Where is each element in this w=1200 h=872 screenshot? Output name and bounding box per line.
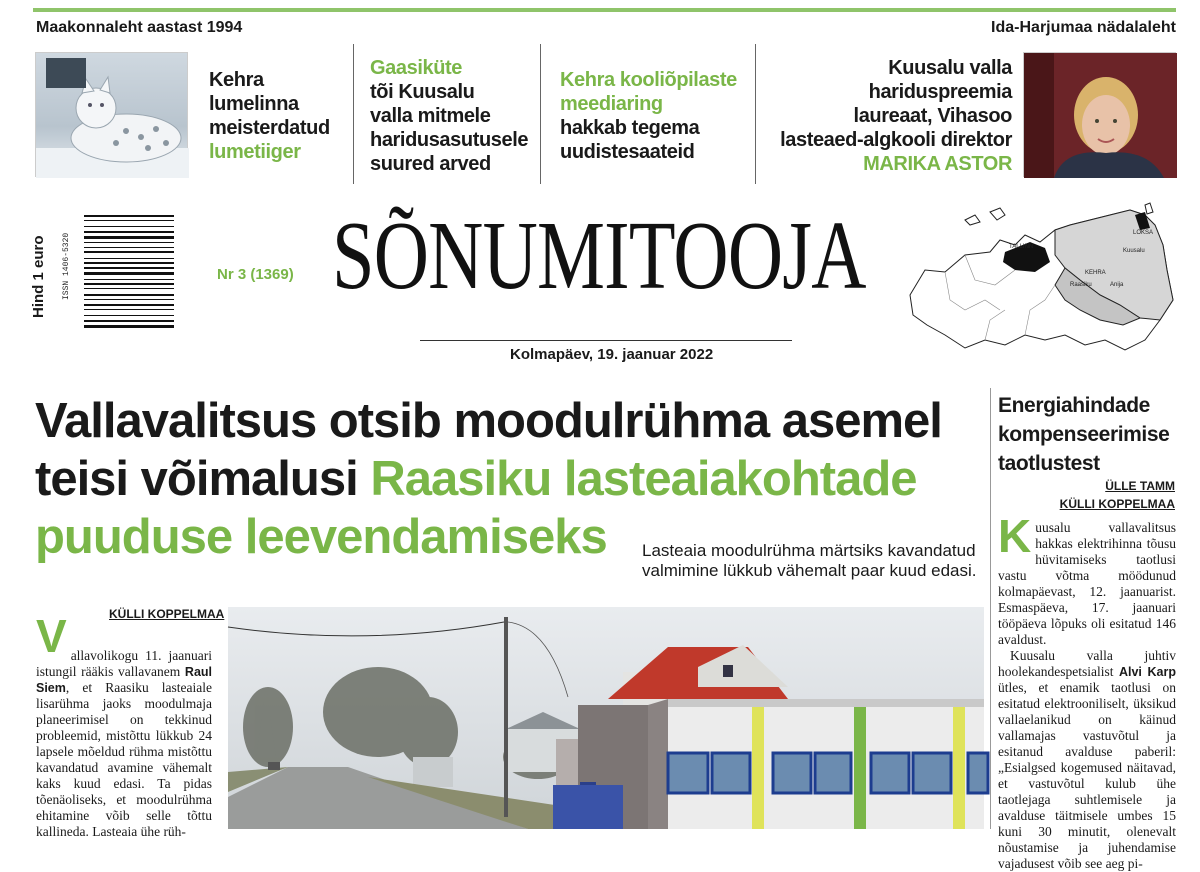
side-byline-2: KÜLLI KOPPELMAA xyxy=(1059,497,1175,511)
region-map[interactable] xyxy=(905,200,1180,355)
teaser-line: laureaat, Vihasoo xyxy=(853,105,1012,127)
teaser-line: Kehra xyxy=(209,69,264,91)
teaser-accent: Gaasiküte xyxy=(370,57,463,79)
price-label: Hind 1 euro xyxy=(30,235,47,318)
masthead-rule xyxy=(420,340,792,341)
issue-date: Kolmapäev, 19. jaanuar 2022 xyxy=(510,346,714,363)
teaser-line: valla mitmele xyxy=(370,105,491,127)
lead-subhead: Lasteaia moodulrühma märtsiks kavandatud valmimine lükkub vähemalt paar kuud edasi. xyxy=(642,541,977,580)
side-body xyxy=(998,510,1176,871)
teaser-line: hakkab tegema xyxy=(560,117,700,139)
headline-dark-part: Vallavalitsus otsib moodulrühma asemel teisi võimalusi xyxy=(35,394,942,506)
teaser-line: hariduspreemia xyxy=(868,81,1012,103)
map-label: TALLINN xyxy=(1009,244,1034,250)
teaser-accent: MARIKA ASTOR xyxy=(863,153,1012,175)
lead-text: allavolikogu 11. jaanuari istungil rääkis vallavanem xyxy=(36,648,212,679)
map-label: Anija xyxy=(1110,282,1124,288)
teaser-divider xyxy=(755,44,756,184)
teaser-line: lumelinna xyxy=(209,93,299,115)
lead-headline[interactable] xyxy=(35,392,985,566)
lead-text: , et Raasiku lasteaiale lisarühma jaoks moodulmaja planeerimisel on tekkinud probleemid, mistõttu lükkub 24 lapsele mõeldud rühma mistõttu kavandatud avamine vähemalt kaks kuud edasi. Ta pidas tõenäoliseks, et moodulrühma ehitamine võib selle tõttu kallineda. Lasteaia ühe rüh- xyxy=(36,680,212,839)
teaser-line: uudistesaateid xyxy=(560,141,695,163)
snow-tiger-photo[interactable] xyxy=(35,52,188,177)
map-label: KEHRA xyxy=(1085,270,1106,276)
lead-photo[interactable] xyxy=(228,607,984,829)
teaser-accent: Kehra kooliõpilaste xyxy=(560,69,737,91)
lead-dropcap: V xyxy=(36,610,67,662)
teaser-meediaring[interactable] xyxy=(560,68,750,164)
teaser-accent: lumetiiger xyxy=(209,141,301,163)
teaser-line: meisterdatud xyxy=(209,117,330,139)
masthead-title[interactable]: SÕNUMITOOJA xyxy=(332,202,866,310)
issn-label: ISSN 1406-5320 xyxy=(62,232,71,300)
teaser-line: Kuusalu valla xyxy=(888,57,1012,79)
lead-byline: KÜLLI KOPPELMAA xyxy=(109,607,225,621)
teaser-divider xyxy=(353,44,354,184)
teaser-gaasikute[interactable] xyxy=(370,56,535,176)
teaser-line: lasteaed-algkooli direktor xyxy=(780,129,1012,151)
teaser-kehra-lumetiiger[interactable] xyxy=(209,68,344,164)
side-name: Alvi Karp xyxy=(1118,665,1176,679)
map-label: Raasiku xyxy=(1070,282,1092,288)
portrait-photo[interactable] xyxy=(1023,52,1176,177)
paper-region-tag: Ida-Harjumaa nädalaleht xyxy=(991,19,1176,36)
side-text: Kuusalu valla juhtiv hoolekandespetsialist xyxy=(998,648,1176,679)
teaser-divider xyxy=(540,44,541,184)
map-label: LOKSA xyxy=(1133,230,1154,236)
teaser-line: haridusasutusele xyxy=(370,129,529,151)
headline-accent-part: Raasiku lasteaiakohtade puuduse leevendamiseks xyxy=(35,452,917,564)
side-para-1: uusalu vallavalitsus hakkas elektrihinna tõusu hüvitamiseks taotlusi vastu võtma möödunud kolmapäevast, 12. jaanuarist. Esmaspäeva, 17. jaanuari tööpäeva lõpuks oli esitatud 146 avaldust. xyxy=(998,520,1176,647)
top-rule xyxy=(33,8,1176,12)
teaser-hariduspreemia[interactable] xyxy=(760,56,1012,176)
lead-name: Raul Siem xyxy=(36,665,213,695)
teaser-accent: meediaring xyxy=(560,93,663,115)
issue-number: Nr 3 (1369) xyxy=(217,266,294,283)
teaser-line: suured arved xyxy=(370,153,491,175)
sidebar-rule xyxy=(990,388,991,829)
paper-tagline: Maakonnaleht aastast 1994 xyxy=(36,19,243,36)
side-text: ütles, et enamik taotlusi on esitatud elektrooniliselt, üksikud vallaelanikud on käinud vallamajas vastuvõtul ja esitanud avalduse paberil: „Esialgsed kogemused näitavad, et vastuvõtul kulub ühe taotlejaga suhtlemisele ja avalduse täitmisele umbes 15 kuni 30 minutit, olenevalt nõustamise ja juhendamise vajadusest võib see aeg pi- xyxy=(998,680,1176,871)
teaser-line: tõi Kuusalu xyxy=(370,81,475,103)
barcode xyxy=(62,213,177,333)
map-label: Kuusalu xyxy=(1123,248,1145,254)
side-byline-1: ÜLLE TAMM xyxy=(1105,479,1175,493)
side-dropcap: K xyxy=(998,510,1032,562)
side-headline[interactable]: Energiahindade kompenseerimise taotlustest xyxy=(998,394,1170,475)
